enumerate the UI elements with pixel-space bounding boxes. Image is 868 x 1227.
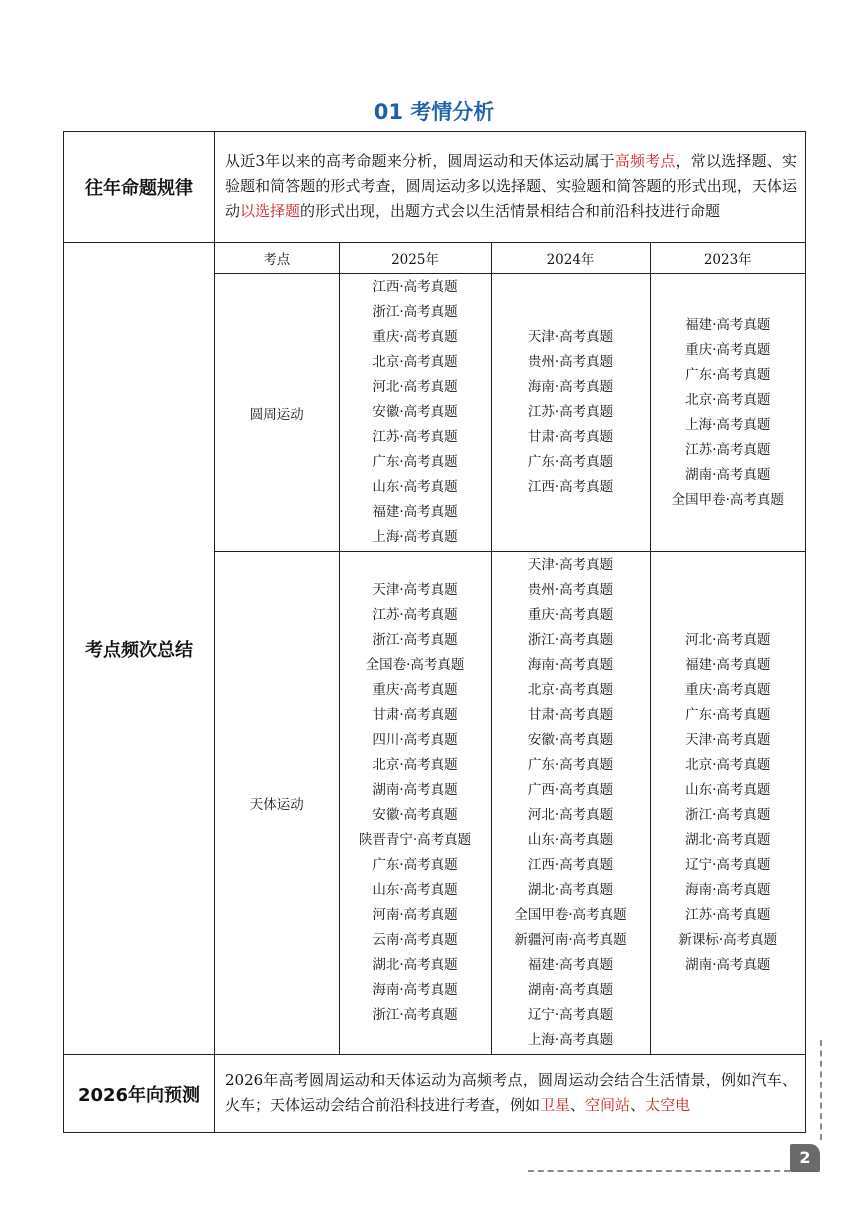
list-item: 安徽·高考真题: [527, 732, 614, 748]
header-2023: 2023年: [650, 243, 805, 274]
forecast-label: 2026年向预测: [64, 1055, 215, 1133]
list-2025: [339, 552, 491, 1055]
list-item: 江西·高考真题: [527, 857, 614, 873]
list-item: 新疆河南·高考真题: [514, 932, 627, 948]
highlight-text: 卫星: [540, 1096, 571, 1114]
list-item: 重庆·高考真题: [685, 682, 771, 698]
list-item: 广东·高考真题: [527, 454, 614, 470]
list-item: 江苏·高考真题: [372, 607, 458, 623]
list-item: 北京·高考真题: [372, 757, 458, 773]
list-item: 广东·高考真题: [685, 366, 771, 383]
list-item: 全国卷·高考真题: [365, 657, 465, 673]
list-item: 福建·高考真题: [685, 657, 771, 673]
list-item: 湖南·高考真题: [372, 782, 458, 798]
forecast-text: [215, 1055, 806, 1133]
highlight-text: 太空电: [645, 1096, 691, 1114]
list-item: 上海·高考真题: [527, 1032, 614, 1048]
body-text: 的形式出现，出题方式会以生活情景相结合和前沿科技进行命题: [300, 202, 721, 220]
list-item: 天津·高考真题: [372, 582, 458, 598]
list-item: 河南·高考真题: [372, 907, 458, 923]
list-item: 浙江·高考真题: [372, 1007, 458, 1023]
list-item: 海南·高考真题: [372, 982, 458, 998]
list-item: 广西·高考真题: [527, 782, 614, 798]
list-item: 江苏·高考真题: [685, 441, 771, 458]
body-text: 从近3年以来的高考命题来分析，圆周运动和天体运动属于: [225, 152, 615, 170]
highlight-text: 空间站: [585, 1096, 631, 1114]
list-item: 北京·高考真题: [685, 757, 771, 773]
list-item: 重庆·高考真题: [372, 682, 458, 698]
body-text: 2026年高考圆周运动和天体运动为高频考点，圆周运动会结合生活情景，例如汽车、火车；天体运动会结合前沿科技进行考查，例如: [225, 1071, 797, 1114]
list-item: 浙江·高考真题: [372, 632, 458, 648]
list-item: 广东·高考真题: [527, 757, 614, 773]
list-item: 湖北·高考真题: [372, 957, 458, 973]
list-item: 江苏·高考真题: [685, 907, 771, 923]
rule-text: [215, 132, 806, 243]
list-item: 新课标·高考真题: [678, 932, 778, 948]
page-number: 2: [790, 1144, 820, 1172]
body-text: ，常以选择题、实验题和简答题的形式考查，圆周运动多以选择题、实验题和简答题的形式出现，天体运动: [225, 152, 797, 220]
list-2023: [650, 552, 805, 1055]
summary-label: 考点频次总结: [64, 243, 215, 1055]
body-text: 、: [630, 1096, 646, 1114]
topic-cell: 圆周运动: [215, 274, 339, 552]
list-item: 浙江·高考真题: [372, 304, 458, 320]
list-item: 江苏·高考真题: [527, 404, 614, 420]
list-item: 河北·高考真题: [372, 379, 458, 395]
topic-cell: 天体运动: [215, 552, 339, 1055]
list-item: 河北·高考真题: [527, 807, 614, 823]
list-item: 天津·高考真题: [685, 732, 771, 748]
list-item: 浙江·高考真题: [685, 807, 771, 823]
highlight-text: 以选择题: [240, 202, 301, 220]
header-topic: 考点: [215, 243, 339, 274]
list-item: 江苏·高考真题: [372, 429, 458, 445]
list-item: 甘肃·高考真题: [372, 707, 458, 723]
list-2025: [339, 274, 491, 552]
list-item: 北京·高考真题: [372, 354, 458, 370]
list-item: 北京·高考真题: [685, 391, 771, 408]
list-item: 湖南·高考真题: [527, 982, 614, 998]
list-item: 全国甲卷·高考真题: [514, 907, 627, 923]
list-item: 湖南·高考真题: [685, 466, 771, 483]
list-item: 广东·高考真题: [372, 454, 458, 470]
list-item: 云南·高考真题: [372, 932, 458, 948]
list-item: 福建·高考真题: [527, 957, 614, 973]
page-title: 01 考情分析: [373, 100, 495, 124]
list-item: 贵州·高考真题: [527, 354, 614, 370]
list-item: 广东·高考真题: [372, 857, 458, 873]
list-item: 甘肃·高考真题: [527, 429, 614, 445]
rule-label: 往年命题规律: [64, 132, 215, 243]
list-item: 重庆·高考真题: [372, 329, 458, 345]
body-text: 、: [570, 1096, 586, 1114]
topic-row-celestial: [215, 552, 805, 1055]
list-item: 陕晋青宁·高考真题: [358, 832, 472, 848]
list-item: 湖北·高考真题: [527, 882, 614, 898]
side-dashed-rule: [820, 1040, 822, 1140]
frequency-header-row: [215, 243, 805, 274]
list-item: 安徽·高考真题: [372, 807, 458, 823]
list-item: 浙江·高考真题: [527, 632, 614, 648]
list-2023: [650, 274, 805, 552]
list-item: 江西·高考真题: [527, 479, 614, 495]
list-item: 四川·高考真题: [372, 732, 458, 748]
list-item: 安徽·高考真题: [372, 404, 458, 420]
highlight-text: 高频考点: [614, 152, 676, 170]
list-item: 辽宁·高考真题: [685, 857, 771, 873]
list-item: 山东·高考真题: [527, 832, 614, 848]
list-item: 海南·高考真题: [685, 882, 771, 898]
list-item: 山东·高考真题: [372, 882, 458, 898]
list-2024: [491, 274, 650, 552]
list-2024: [491, 552, 650, 1055]
list-item: 甘肃·高考真题: [527, 707, 614, 723]
list-item: 天津·高考真题: [527, 557, 614, 573]
list-item: 重庆·高考真题: [527, 607, 614, 623]
list-item: 江西·高考真题: [372, 279, 458, 295]
exam-analysis-table: [63, 131, 806, 1133]
rule-row: [64, 132, 806, 243]
list-item: 福建·高考真题: [685, 316, 771, 333]
header-2025: 2025年: [339, 243, 491, 274]
list-item: 辽宁·高考真题: [527, 1007, 614, 1023]
list-item: 贵州·高考真题: [527, 582, 614, 598]
list-item: 山东·高考真题: [685, 782, 771, 798]
list-item: 广东·高考真题: [685, 707, 771, 723]
forecast-row: [64, 1055, 806, 1133]
list-item: 海南·高考真题: [527, 657, 614, 673]
frequency-table: [215, 243, 805, 1054]
list-item: 重庆·高考真题: [685, 341, 771, 358]
list-item: 天津·高考真题: [527, 329, 614, 345]
list-item: 河北·高考真题: [685, 632, 771, 648]
list-item: 上海·高考真题: [372, 529, 458, 545]
list-item: 全国甲卷·高考真题: [671, 491, 784, 508]
summary-row: [64, 243, 806, 1055]
list-item: 山东·高考真题: [372, 479, 458, 495]
header-2024: 2024年: [491, 243, 650, 274]
list-item: 海南·高考真题: [527, 379, 614, 395]
list-item: 湖南·高考真题: [685, 957, 771, 973]
list-item: 福建·高考真题: [372, 504, 458, 520]
list-item: 湖北·高考真题: [685, 832, 771, 848]
list-item: 北京·高考真题: [527, 682, 614, 698]
list-item: 上海·高考真题: [685, 416, 771, 433]
footer-dashed-rule: [528, 1170, 790, 1172]
topic-row-circular: [215, 274, 805, 552]
